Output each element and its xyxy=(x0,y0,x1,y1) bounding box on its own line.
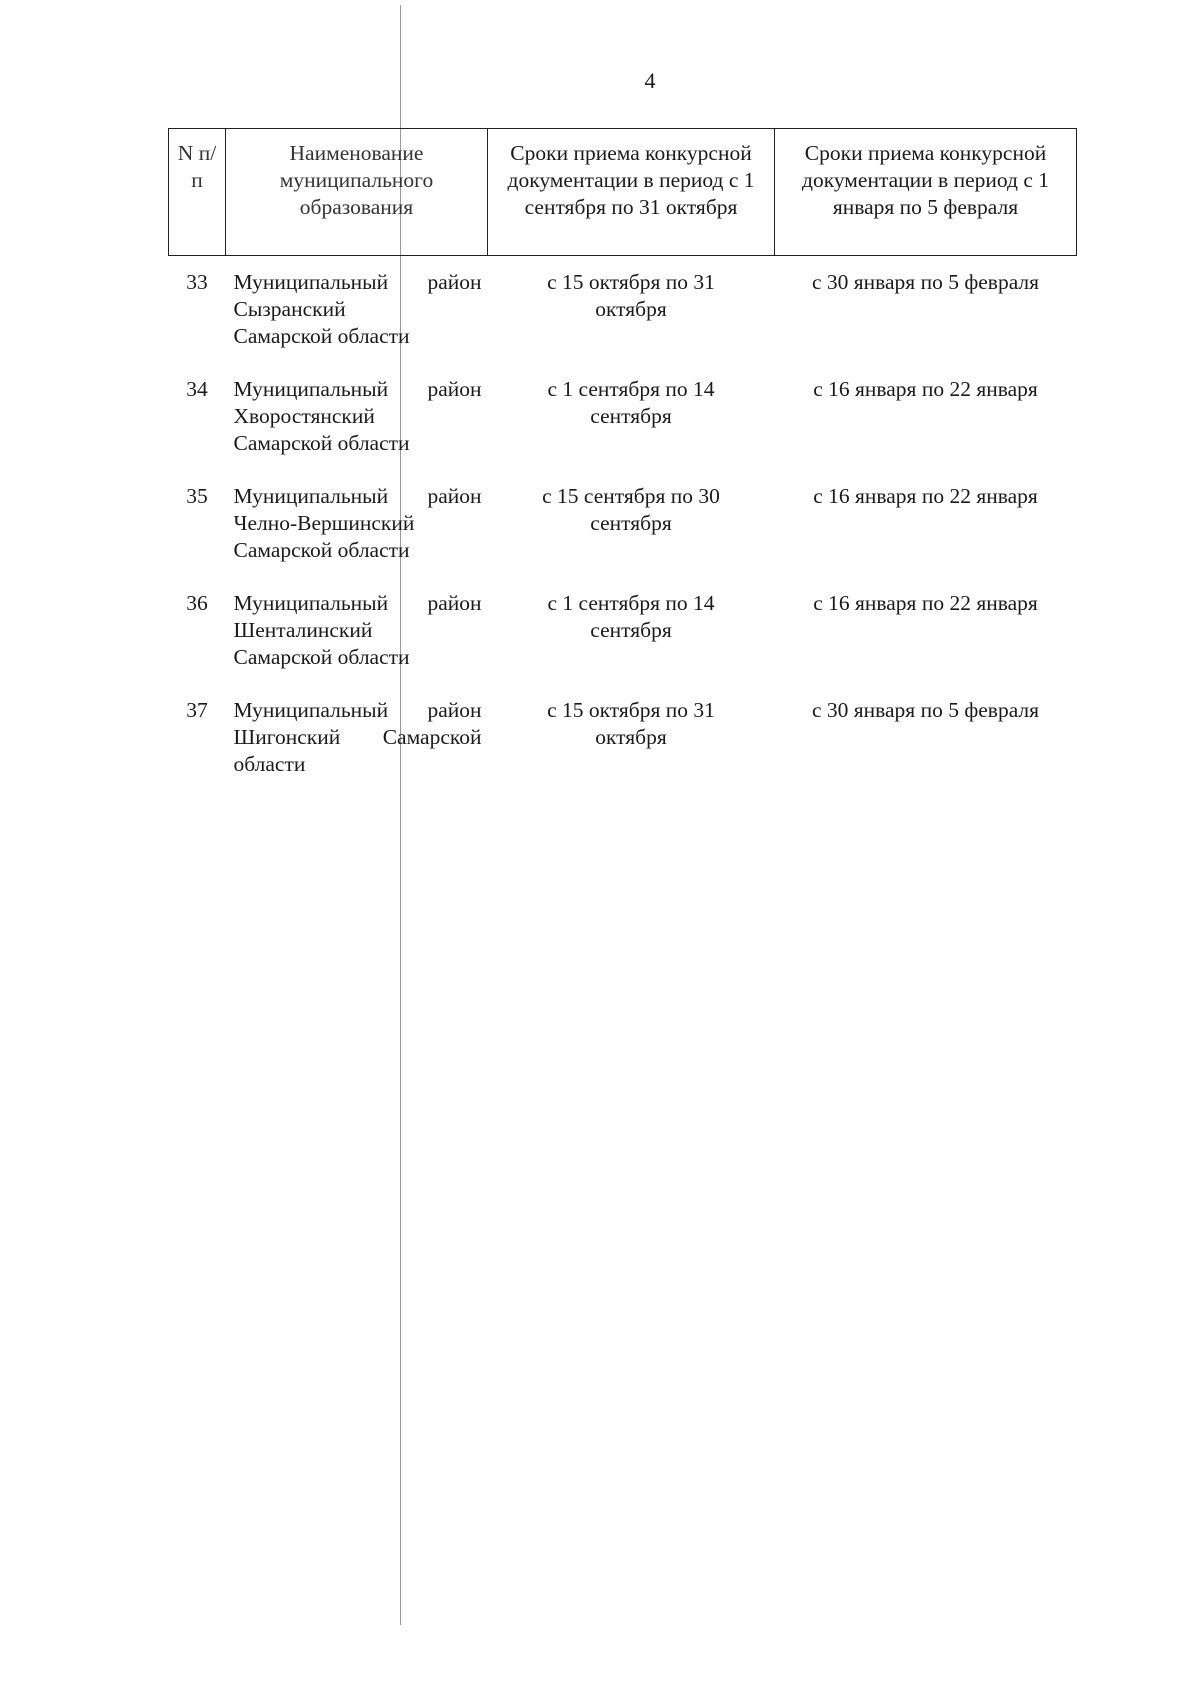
period-jan-feb: с 30 января по 5 февраля xyxy=(811,698,1040,722)
header-period-jan-feb: Сроки приема конкурсной документации в период с 1 января по 5 февраля xyxy=(775,129,1077,256)
name-line: Шенталинский xyxy=(233,618,373,642)
name-line: области xyxy=(233,752,306,776)
period-sep-oct xyxy=(488,470,775,577)
name-line: Шигонский Самарской xyxy=(233,725,482,749)
row-number: 35 xyxy=(186,484,208,508)
period-sep-oct-text: с 15 октября по 31 октября xyxy=(547,698,715,749)
header-municipality: Наименование муниципального образования xyxy=(226,129,488,256)
municipality-name xyxy=(226,684,488,791)
name-line: Хворостянский xyxy=(233,404,375,428)
table-row xyxy=(169,363,1077,470)
header-number: N п/п xyxy=(169,129,226,256)
table-row xyxy=(169,577,1077,684)
period-sep-oct xyxy=(488,363,775,470)
municipality-name xyxy=(226,470,488,577)
row-number: 37 xyxy=(186,698,208,722)
name-line: Самарской области xyxy=(233,431,410,455)
name-line: Самарской области xyxy=(233,538,410,562)
row-number: 36 xyxy=(186,591,208,615)
table-row xyxy=(169,256,1077,364)
municipality-name xyxy=(226,363,488,470)
period-sep-oct xyxy=(488,577,775,684)
period-sep-oct-text: с 1 сентября по 14 сентября xyxy=(547,591,715,642)
table-body xyxy=(169,256,1077,792)
name-line: Муниципальный район xyxy=(233,484,482,508)
name-line: Муниципальный район xyxy=(233,270,482,294)
name-line: Сызранский xyxy=(233,297,346,321)
period-sep-oct-text: с 15 сентября по 30 сентября xyxy=(542,484,720,535)
table-row xyxy=(169,684,1077,791)
name-line: Челно-Вершинский xyxy=(233,511,415,535)
period-sep-oct-text: с 15 октября по 31 октября xyxy=(547,270,715,321)
table-header xyxy=(169,129,1077,256)
name-line: Муниципальный район xyxy=(233,377,482,401)
period-jan-feb: с 16 января по 22 января xyxy=(813,484,1038,508)
name-line: Самарской области xyxy=(233,645,410,669)
name-line: Муниципальный район xyxy=(233,591,482,615)
period-sep-oct xyxy=(488,256,775,364)
name-line: Муниципальный район xyxy=(233,698,482,722)
name-line: Самарской области xyxy=(233,324,410,348)
header-period-sep-oct: Сроки приема конкурсной документации в период с 1 сентября по 31 октября xyxy=(488,129,775,256)
row-number: 34 xyxy=(186,377,208,401)
period-jan-feb: с 16 января по 22 января xyxy=(813,591,1038,615)
row-number: 33 xyxy=(186,270,208,294)
page-number: 4 xyxy=(644,68,656,93)
deadline-table xyxy=(168,128,1077,791)
period-sep-oct-text: с 1 сентября по 14 сентября xyxy=(547,377,715,428)
header-row xyxy=(169,129,1077,256)
period-sep-oct xyxy=(488,684,775,791)
municipality-name xyxy=(226,256,488,364)
table-row xyxy=(169,470,1077,577)
municipality-name xyxy=(226,577,488,684)
period-jan-feb: с 30 января по 5 февраля xyxy=(811,270,1040,294)
period-jan-feb: с 16 января по 22 января xyxy=(813,377,1038,401)
